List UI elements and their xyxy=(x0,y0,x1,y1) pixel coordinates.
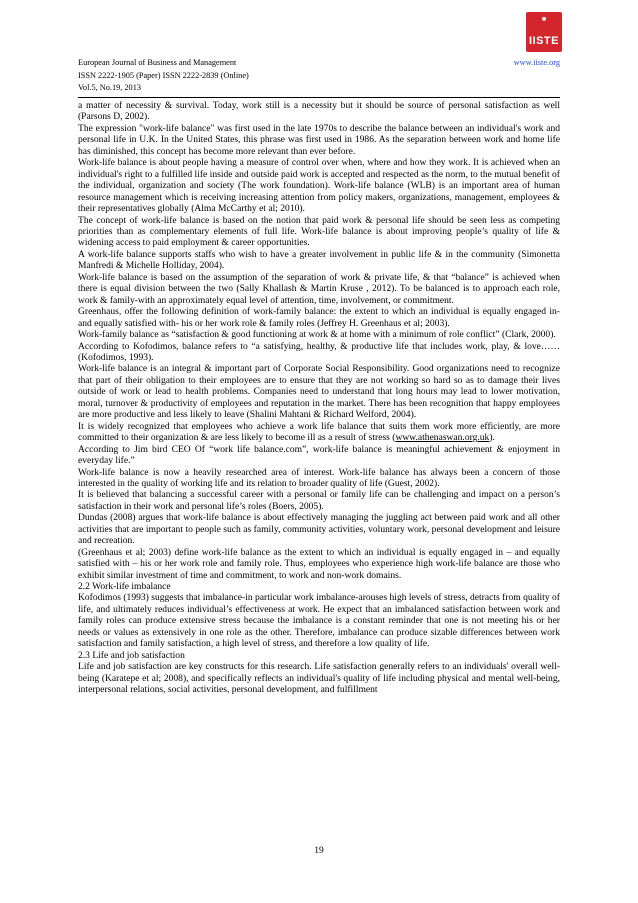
paragraph: According to Jim bird CEO Of “work life balance.com”, work-life balance is meaningful achievement & enjoyment in everyday life.” xyxy=(78,443,560,467)
paragraph: According to Kofodimos, balance refers to “a satisfying, healthy, & productive life that includes work, play, & love…… (Kofodimos, 1993). xyxy=(78,340,560,363)
paragraph: The expression "work-life balance" was first used in the late 1970s to describe the balance between an individual's work and personal life in U.K. In the United States, this phrase was first used in 1986. As the separation between work and home life has diminished, this concept has become more relevant than ever before. xyxy=(78,122,560,157)
paragraph: Work-life balance is now a heavily researched area of interest. Work-life balance has always been a concern of those interested in the quality of working life and its relation to broader quality of life (Guest, 2002). xyxy=(78,466,560,489)
paragraph-with-link: It is widely recognized that employees who achieve a work life balance that suits them work more efficiently, are more committed to their organization & are less likely to become ill as a result of stress (www.athenaswan.org.uk). xyxy=(78,420,560,444)
athenaswan-link[interactable]: www.athenaswan.org.uk xyxy=(395,432,490,444)
paragraph: Kofodimos (1993) suggests that imbalance-in particular work imbalance-arouses high levels of stress, detracts from quality of life, and ultimately reduces individual’s effectiveness at work. He expect that an imbalanced satisfaction between work and family roles can produce extensive stress because the imbalance is a constant reminder that one is not meeting his or her needs or values as extensively in one role as the other. Therefore, imbalance can produce sizable differences between work satisfaction and family satisfaction, a high level of stress, and therefore a low quality of life. xyxy=(78,592,560,650)
page-number: 19 xyxy=(314,846,324,856)
paragraph: a matter of necessity & survival. Today, work still is a necessity but it should be source of personal satisfaction as well (Parsons D, 2002). xyxy=(78,100,560,123)
section-heading: 2.2 Work-life imbalance xyxy=(78,581,171,593)
journal-url-link[interactable]: www.iiste.org xyxy=(513,58,560,67)
paragraph: Dundas (2008) argues that work-life balance is about effectively managing the juggling act between paid work and all other activities that are important to people such as family, community activities, voluntary work, personal development and leisure and recreation. xyxy=(78,512,560,547)
paragraph: Greenhaus, offer the following definition of work-family balance: the extent to which an individual is equally engaged in- and equally satisfied with- his or her work role & family roles (Jeffrey H. Greenhaus et al; 2003). xyxy=(78,306,560,329)
issn-line: ISSN 2222-1905 (Paper) ISSN 2222-2839 (Online) xyxy=(78,70,249,80)
header-divider xyxy=(78,97,560,98)
page-header xyxy=(78,57,560,95)
paragraph: It is believed that balancing a successful career with a personal or family life can be challenging and impact on a person’s satisfaction in their work and personal life’s roles (Boers, 2005). xyxy=(78,489,560,512)
iiste-logo: ■ IISTE xyxy=(526,12,562,52)
article-body xyxy=(78,100,560,696)
paragraph: Work-life balance is based on the assumption of the separation of work & private life, & that “balance” is achieved when there is equal division between the two (Sally Khallash & Martin Kruse , 2012). To be balanced is to approach each role, work & family-with an approximately equal level of attention, time, involvement, or commitment. xyxy=(78,271,560,306)
paragraph: A work-life balance supports staffs who wish to have a greater involvement in public life & in the community (Simonetta Manfredi & Michelle Holliday, 2004). xyxy=(78,248,560,272)
paragraph: The concept of work-life balance is based on the notion that paid work & personal life should be seen less as competing priorities than as complementary elements of full life. Work-life balance is about improving people’s quality of life & widening access to paid employment & career opportunities. xyxy=(78,214,560,249)
paragraph: Life and job satisfaction are key constructs for this research. Life satisfaction generally refers to an individuals' overall well-being (Karatepe et al; 2008), and specifically reflects an individual's quality of life including physical and mental well-being, interpersonal relations, social activities, personal development, and fulfillment xyxy=(78,661,560,696)
paragraph: Work-life balance is about people having a measure of control over when, where and how they work. It is achieved when an individual's right to a fulfilled life inside and outside paid work is accepted and respected as the norm, to the mutual benefit of the individual, organization and society (The work foundation). Work-life balance (WLB) is an important area of human resource management which is receiving increasing attention from policy makers, organizations, management, employees & their representatives globally (Alma McCarthy et al; 2010). xyxy=(78,157,560,215)
volume-line: Vol.5, No.19, 2013 xyxy=(78,83,141,92)
journal-name: European Journal of Business and Management xyxy=(78,58,237,67)
paragraph: Work-life balance is an integral & important part of Corporate Social Responsibility. Good organizations need to recognize that part of their obligation to their employees are to ensure that they are not working so hard so as to damage their lives outside of work or lead to health problems. Companies need to understand that long hours may lead to lower motivation, moral, turnover & productivity of employees and reputation in the market. There has been recognition that happy employees are more productive and less likely to leave (Shalini Mahtani & Richard Welford, 2004). xyxy=(78,363,560,421)
paragraph: (Greenhaus et al; 2003) define work-life balance as the extent to which an individual is equally engaged in – and equally satisfied with – his or her work role and family role. Thus, employees who experience high work-life balance are those who exhibit similar investment of time and commitment, to work and non-work domains. xyxy=(78,546,560,581)
section-heading: 2.3 Life and job satisfaction xyxy=(78,649,185,661)
paragraph: Work-family balance as “satisfaction & good functioning at work & at home with a minimum of role conflict” (Clark, 2000). xyxy=(78,329,556,341)
